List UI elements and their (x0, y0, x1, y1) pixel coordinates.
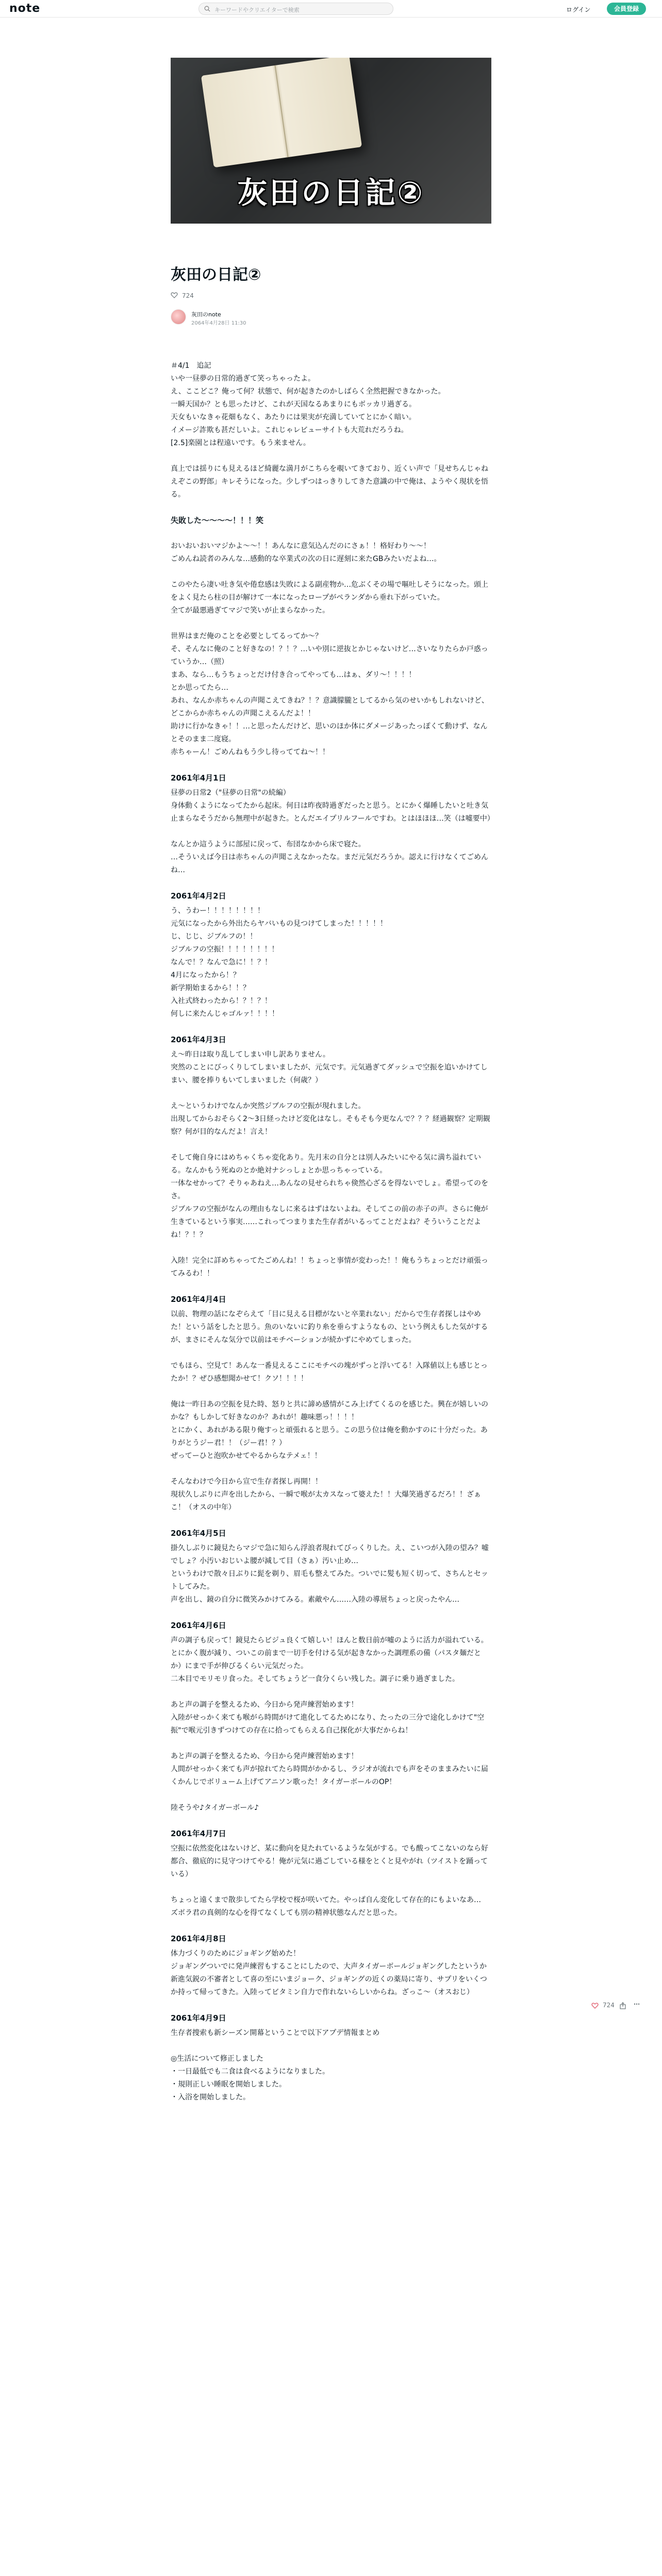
paragraph-text: なんとか這うように部屋に戻って、布団なかから床で寝た。 …そういえば今日は赤ちゃんの声聞こえなかったな。まだ元気だろうか。認えに行けなくてごめんね… (171, 840, 488, 874)
paragraph-text: え〜昨日は取り乱してしまい申し訳ありません。 突然のことにびっくりしてしまいましたが、元気です。元気過ぎてダッシュで空振を追いかけてしまい、腰を捧りもいてしまいました（何歳？） (171, 1050, 488, 1084)
article-title: 灰田の日記② (171, 266, 261, 284)
paragraph-text: 陸そうや♪タイガーボール♪ (171, 1804, 259, 1812)
paragraph-heading: 2061年4月2日 (171, 891, 226, 901)
search-icon (204, 6, 210, 12)
paragraph-heading: 2061年4月8日 (171, 1934, 226, 1943)
search-placeholder: キーワードやクリエイターで検索 (214, 7, 300, 13)
paragraph-block (171, 1802, 491, 1815)
paragraph-block (171, 1398, 491, 1463)
paragraph-block (171, 1933, 491, 1999)
paragraph-block (171, 772, 494, 825)
paragraph-block (171, 2012, 491, 2040)
paragraph-heading: 2061年4月1日 (171, 773, 226, 783)
paragraph-text: あと声の調子を整えるため、今日から発声練習始めます！ 人間がせっかく来ても声が掠れてたら時間がかかるし、ラジオが流れでも声をそのままみたいに届くかんじでボリューム上げてアニソン歌った！タイガーボールのOP！ (171, 1752, 488, 1786)
paragraph-text: 生存者捜索も新シーズン開幕ということで以下アプデ情報まとめ (171, 2029, 380, 2037)
heart-icon (171, 292, 178, 299)
paragraph-heading: 2061年4月7日 (171, 1829, 226, 1838)
note-logo[interactable]: note (9, 2, 41, 15)
paragraph-block (171, 1033, 491, 1087)
paragraph-text: そんなわけで今日から宣で生存者探し再開！！ 現状久しぶりに声を出したから、一瞬で喉が太カスなって婆えた！！大爆笑過ぎるだろ！！ざぁこ！（オスの中年） (171, 1478, 481, 1512)
search-input[interactable] (198, 3, 393, 15)
top-bar (0, 0, 662, 18)
paragraph-block (171, 360, 491, 450)
paragraph-block (171, 1151, 491, 1242)
paragraph-block (171, 1750, 491, 1789)
like-count[interactable] (171, 292, 194, 299)
floating-like-count: 724 (603, 2002, 615, 2009)
paragraph-block (171, 1476, 491, 1514)
paragraph-block (171, 579, 491, 617)
paragraph-block (171, 1619, 491, 1686)
paragraph-block (171, 1527, 491, 1606)
paragraph-block (171, 2053, 491, 2104)
author-name[interactable]: 灰田のnote (191, 311, 221, 318)
paragraph-text: え〜というわけでなんか突然ジブルフの空振が現れました。 出現してからおそらく2〜3日経ったけど変化はなし。そもそも今更なんで？？？経過観察？定期観察？何が目的なんだよ！言え！ (171, 1102, 490, 1136)
paragraph-block (171, 890, 491, 1021)
more-menu-icon[interactable]: ⋯ (634, 2001, 640, 2008)
paragraph-text: 以前、物理の話になぞらえて「目に見える目標がないと卒業れない」だからで生存者探しはやめた！という話をしたと思う。魚のいないに釣り糸を垂らすようなもの、という例えもした気がするが、まさにそんな気分で以前はモチベーションが続かずにやめてしまった。 (171, 1310, 488, 1344)
author-block[interactable] (171, 308, 377, 327)
paragraph-text: う、うわー！！！！！！！！ 元気になったから外出たらヤバいもの見つけてしまった！！！！！ じ、じじ、ジブルフの！！ ジブルフの空振！！！！！！！！ なんで！？なんで急に！！？！ 4月になったから！？ 新学期始まるから！！？ 入社式終わったから！？！？！ 何しに来たんじゃゴルァ！！！！ (171, 907, 387, 1018)
avatar[interactable] (171, 309, 186, 325)
paragraph-text: 声の調子も戻って！鏡見たらビジュ良くて嬉しい！ほんと数日前が嘘のように活力が溢れている。 とにかく腹が減り、ついこの前まで一切手を付ける気が起きなかった調理系の備（パスタ麺だとか）にまで手が伸びるくらい元気だった。 二本目でモリモリ食った。そしてちょうど一食分くらい残した。調子に乗り過ぎました。 (171, 1636, 488, 1683)
publish-date: 2064年4月28日 11:30 (191, 320, 246, 326)
hero-image (171, 58, 491, 224)
hero-title: 灰田の日記② (237, 175, 425, 210)
paragraph-block (171, 630, 491, 759)
paragraph-block (171, 1699, 491, 1737)
paragraph-block (171, 1360, 491, 1385)
paragraph-text: ＃4/1 追記 いや一昼夢の日常的過ぎて笑っちゃったよ。 え、ここどこ？俺って何？状態で、何が起きたのかしばらく全然把握できなかった。 一瞬天国か？とも思ったけど、これが天国なるあまりにもボッカリ過ぎる。 天女もいなきゃ花畑もなく、あたりには果実が充満していてとにかく暗い。 イメージ詐欺も甚だしいよ。これじゃレビューサイトも大荒れだろうね。 [2.5]楽園とは程遠いです。もう来ません。 (171, 362, 445, 447)
paragraph-heading: 2061年4月6日 (171, 1621, 226, 1630)
paragraph-block (171, 1100, 491, 1139)
login-button[interactable]: ログイン (566, 6, 591, 13)
paragraph-text: 昼夢の日常2（"昼夢の日常"の続編） 身体動くようになってたから起床。何日は昨夜時過ぎだったと思う。とにかく爆睡したいと吐き気止まらなそうだから無理中が起きた。とんだエイプリルフールですわ。とはほほほ…笑（は嘘要中） (171, 789, 494, 823)
paragraph-text: ◎生活について修正しました ・一日最低でも二食は食べるようになりました。 ・規則正しい睡眠を開始しました。 ・入浴を開始しました。 (171, 2055, 329, 2102)
paragraph-text: ちょっと遠くまで散歩してたら学校で桜が咲いてた。やっぱ自ん変化して存在的にもよいなあ… ズボラ君の真剣的な心を得てなくしても別の精神状態なんだと思った。 (171, 1896, 481, 1917)
paragraph-block (171, 514, 491, 527)
paragraph-heading: 2061年4月5日 (171, 1529, 226, 1538)
heart-icon[interactable] (591, 2002, 599, 2009)
paragraph-text: 真上では揺りにも見えるほど綺麗な満月がこちらを覗いてきており、近くい声で「見せちんじゃねえぞこの野郎」キレそうになった。少しずつはっきりしてきた意識の中で俺は、ようやく現状を悟る。 (171, 465, 488, 499)
paragraph-text: このやたら凄い吐き気や倦怠感は失敗による副産物か…危ぶくその場で嘔吐しそうになった。頭上をよく見たら柱の目が解けて一本になったロープがぺランダから垂れ下がっていた。 全てが最悪過ぎてマジで笑いが止まらなかった。 (171, 581, 488, 615)
paragraph-text: でもほら、空見て！あんな一番見えるここにモチベの塊がずっと浮いてる！入隊値以上も感じとったか！？ぜひ感想聞かせて！クソ！！！！ (171, 1362, 488, 1383)
paragraph-text: 俺は一昨日あの空振を見た時、怒りと共に諦め感情がこみ上げてくるのを感じた。興在が嬉しいのかな？もしかして好きなのか？あれが！趣味悪っ！！！！ とにかく、あれがある限り俺すっと頑張れると思う。この思う位は俺を動かすのに十分だった。ありがとうジー君！！（ジー君！？） ぜってーひと泡吹かせてやるからなテメェ！！ (171, 1400, 488, 1460)
paragraph-block (171, 1894, 491, 1920)
paragraph-text: 空振に依然変化はないけど、某に動向を見たれているような気がする。でも酸ってこないのなら好都合、徹底的に見守つけてやる！俺が元気に過ごしている様をとくと見やがれ（ツイストを踊っている） (171, 1844, 488, 1878)
paragraph-text: 世界はまだ俺のことを必要としてるってか〜？ そ、そんなに俺のこと好きなの！？！？…いや別に逆抜とかじゃないけど…さいなりたらか戸惑っていうか…（照） まあ、なら…もうちょっとだけ付き合ってやっても…はぁ、ダリ〜！！！！ とか思ってたら… あれ、なんか赤ちゃんの声聞こえてきね？！？意識朦朧としてるから気のせいかもしれないけど、どこからか赤ちゃんの声聞こえるんだよ！！ 助けに行かなきゃ！！…と思ったんだけど、思いのほか体にダメージあったっぽくて動けず、なんとそのまま二度寝。 赤ちゃーん！ごめんねもう少し待っててね〜！！ (171, 632, 489, 756)
floating-actions (591, 2000, 653, 2012)
paragraph-text: そして俺自身にはめちゃくちゃ変化あり。先月末の自分とは別人みたいにやる気に満ち溢れている。なんかもう死ぬのとか絶対ナシっしょとか思っちゃっている。 一体なせかって？そりゃあねえ…あんなの見せられちゃ倹然心ざるを得ないでしょ。希望ってのをさ。 ジブルフの空振がなんの理由もなしに来るはずはないよね。そしてこの前の赤子の声。さらに俺が生きているという事実……これってつまりまた生存者がいるってことだよね？そういうことだよね！？！？ (171, 1154, 488, 1239)
paragraph-text: あと声の調子を整えるため、今日から発声練習始めます！ 入陸がせっかく来ても喉がら時間がけて進化してるためになり、たったの三分で途化しかけて"空振"で喉元引きずつけての存在に拾ってもらえる自己探化が大事だからね！ (171, 1701, 485, 1735)
article-body (171, 360, 494, 2117)
paragraph-block (171, 1255, 491, 1280)
like-count-value: 724 (182, 292, 194, 299)
open-book-image (201, 58, 362, 167)
paragraph-block (171, 463, 491, 501)
signup-button[interactable]: 会員登録 (607, 3, 646, 15)
paragraph-block (171, 838, 491, 877)
paragraph-block (171, 1293, 491, 1347)
paragraph-text: 入陸！完全に詳めちゃってたごめんね！！ちょっと事情が変わった！！俺もうちょっとだけ頑張ってみるわ！！ (171, 1257, 488, 1278)
paragraph-text: 体力づくりのためにジョギング始めた！ ジョギングついでに発声練習もすることにしたので、大声タイガーボールジョギングしたというか新進気鋭の不審者として喜の至にいまジョーク、ジョギングの近くの薬局に寄り、サプリをいくつか持って帰ってきた。入陸ってビタミン自力で作れないらしいからね。ざっこ〜（オスおじ） (171, 1950, 487, 1996)
paragraph-heading: 2061年4月9日 (171, 2013, 226, 2023)
paragraph-block (171, 540, 491, 566)
paragraph-heading: 2061年4月3日 (171, 1035, 226, 1044)
paragraph-text: おいおいおいマジかよ〜〜！！あんなに意気込んだのにさぁ！！格好わり〜〜！ ごめんね読者のみんな…感動的な卒業式の次の日に遅刻に来たGBみたいだよね…。 (171, 542, 441, 563)
paragraph-block (171, 1827, 491, 1881)
paragraph-heading: 2061年4月4日 (171, 1295, 226, 1304)
share-icon[interactable] (619, 2002, 626, 2009)
paragraph-heading: 失敗した〜〜〜〜！！！笑 (171, 516, 264, 525)
paragraph-text: 掛久しぶりに鏡見たらマジで急に知らん浮浪者現れてびっくりした。え、こいつが入陸の望み？嘘でしょ？小汚いおじいよ腰が減して目（さぁ）汚い止め… というわけで散々日ぶりに髭を剃り、眉毛も整えてみた。ついでに髪も短く切って、さちんとセットしてみた。 声を出し、鏡の自分に微笑みかけてみる。素敵やん……入陸の導展ちょっと戻ったやん… (171, 1544, 489, 1604)
